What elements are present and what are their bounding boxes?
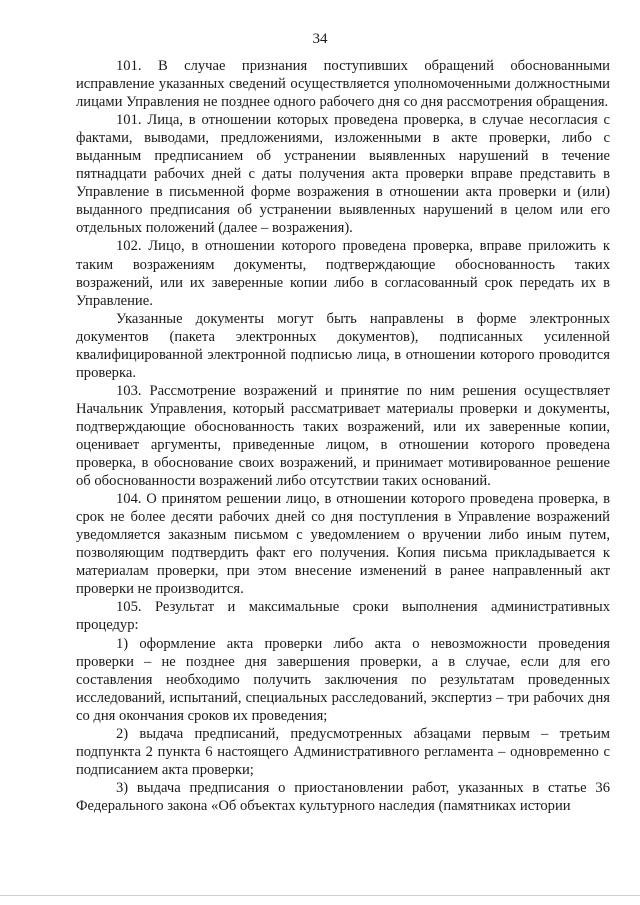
paragraph-105-item-1: 1) оформление акта проверки либо акта о невозможности проведения проверки – не позднее дня завершения проверки, а в случае, если для его составления необходимо получить заключения по результатам проведенных исследований, испытаний, специальных расследований, экспертиз – три рабочих дня со дня окончания сроков их проведения; [76, 635, 610, 724]
paragraph-105-item-3: 3) выдача предписания о приостановлении работ, указанных в статье 36 Федерального закона «Об объектах культурного наследия (памятниках истории [76, 779, 610, 814]
paragraph-104: 104. О принятом решении лицо, в отношении которого проведена проверка, в срок не более десяти рабочих дней со дня поступления в Управление возражений уведомляется заказным письмом с уведомлением о вручении либо иным путем, позволяющим подтвердить факт его получения. Копия письма прикладывается к материалам проверки, при этом внесение изменений в ранее направленный акт проверки не производится. [76, 491, 610, 598]
page-number: 34 [312, 31, 328, 47]
paragraph-105-item-2: 2) выдача предписаний, предусмотренных абзацами первым – третьим подпункта 2 пункта 6 настоящего Административного регламента – одновременно с подписанием акта проверки; [76, 725, 610, 778]
page-bottom-edge [0, 895, 640, 896]
document-body [76, 57, 610, 815]
paragraph-103: 103. Рассмотрение возражений и принятие по ним решения осуществляет Начальник Управления, который рассматривает материалы проверки и документы, подтверждающие обоснованность таких возражений, или их заверенные копии, оценивает аргументы, приведенные лицом, в отношении которого проведена проверка, в обоснование своих возражений, и принимает мотивированное решение об обоснованности возражений либо отсутствии таких оснований. [76, 382, 610, 490]
paragraph-101-objections: 101. Лица, в отношении которых проведена проверка, в случае несогласия с фактами, выводами, предложениями, изложенными в акте проверки, либо с выданным предписанием об устранении выявленных нарушений в течение пятнадцати рабочих дней с даты получения акта проверки вправе представить в Управление в письменной форме возражения в отношении акта проверки и (или) выданного предписания об устранении выявленных нарушений в целом или его отдельных положений (далее – возражения). [76, 112, 610, 237]
paragraph-102: 102. Лицо, в отношении которого проведена проверка, вправе приложить к таким возражениям документы, подтверждающие обоснованность таких возражений, или их заверенные копии либо в согласованный срок передать их в Управление. [76, 238, 610, 309]
paragraph-105: 105. Результат и максимальные сроки выполнения административных процедур: [76, 599, 610, 634]
paragraph-102-electronic-documents: Указанные документы могут быть направлены в форме электронных документов (пакета электронных документов), подписанных усиленной квалифицированной электронной подписью лица, в отношении которого проводится проверка. [76, 310, 610, 381]
paragraph-101-correction: 101. В случае признания поступивших обращений обоснованными исправление указанных сведений осуществляется уполномоченными должностными лицами Управления не позднее одного рабочего дня со дня рассмотрения обращения. [76, 58, 610, 111]
